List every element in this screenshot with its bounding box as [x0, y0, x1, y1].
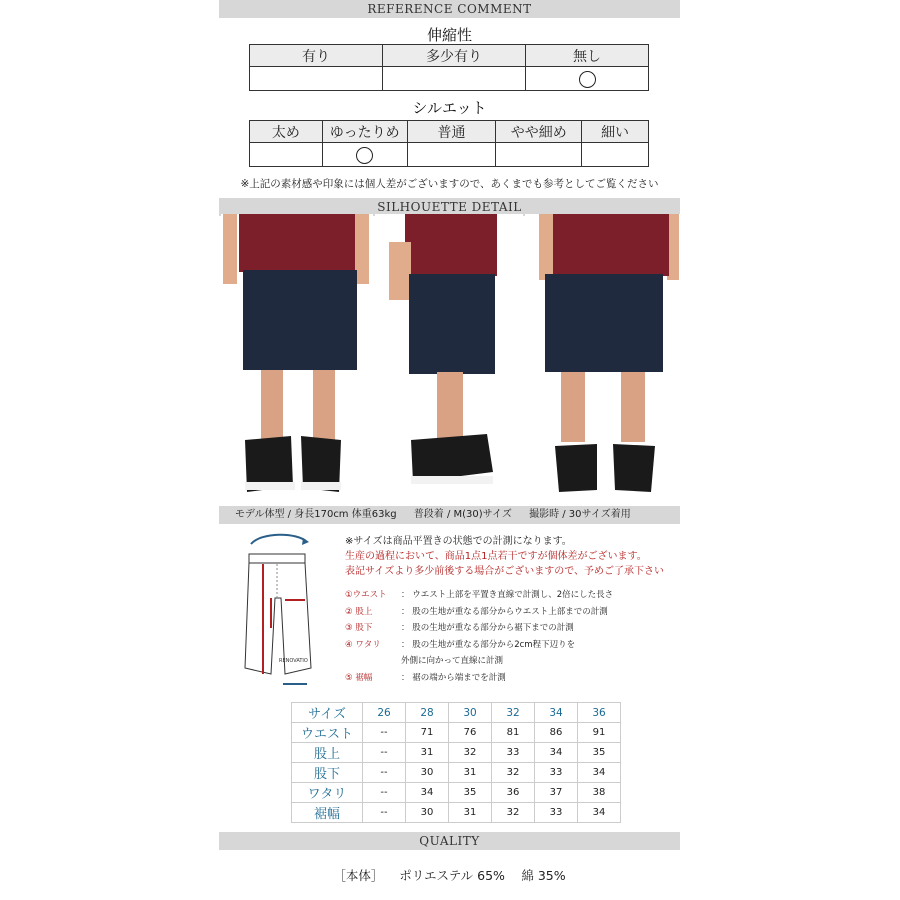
selected-circle-icon — [579, 71, 596, 88]
legend-hem: ⑤ 裾幅 ： 裾の端から端までを計測 — [345, 672, 506, 683]
legend-thigh-cont: 外側に向かって直線に計測 — [401, 656, 504, 666]
stretch-option-some: 多少有り — [383, 45, 526, 67]
table-cell: 86 — [535, 723, 578, 743]
table-cell: -- — [363, 803, 406, 823]
stretch-cell-some — [383, 67, 526, 91]
model-photo-back — [525, 214, 680, 502]
size-34: 34 — [535, 703, 578, 723]
size-30: 30 — [449, 703, 492, 723]
table-cell: -- — [363, 763, 406, 783]
silhouette-table — [249, 120, 649, 167]
table-cell: 91 — [578, 723, 621, 743]
table-cell: 33 — [535, 803, 578, 823]
table-cell: 34 — [578, 803, 621, 823]
table-cell: 34 — [406, 783, 449, 803]
silhouette-option-relaxed: ゆったりめ — [322, 121, 407, 143]
model-photo-side — [375, 214, 523, 502]
model-info-bar — [219, 506, 680, 524]
table-row — [292, 783, 621, 803]
table-cell: 31 — [449, 803, 492, 823]
stretch-title: 伸縮性 — [426, 26, 472, 44]
size-table — [291, 702, 621, 823]
silhouette-option-slim: やや細め — [496, 121, 582, 143]
model-size-text: 普段着 / M(30)サイズ — [413, 509, 512, 520]
table-cell: 71 — [406, 723, 449, 743]
stretch-cell-none — [526, 67, 649, 91]
model-photo-front — [221, 214, 373, 502]
size-note-2: 生産の過程において、商品1点1点若干ですが個体差がございます。 — [345, 551, 647, 562]
table-cell: 38 — [578, 783, 621, 803]
table-cell: 37 — [535, 783, 578, 803]
table-cell: 32 — [492, 803, 535, 823]
table-cell: 31 — [406, 743, 449, 763]
table-row — [292, 803, 621, 823]
table-cell: 32 — [492, 763, 535, 783]
size-26: 26 — [363, 703, 406, 723]
quality-header: QUALITY — [219, 832, 680, 850]
size-36: 36 — [578, 703, 621, 723]
silhouette-cell-slim — [496, 143, 582, 167]
legend-rise: ② 股上 ： 股の生地が重なる部分からウエスト上部までの計測 — [345, 606, 608, 617]
table-cell: 34 — [535, 743, 578, 763]
silhouette-option-narrow: 細い — [582, 121, 649, 143]
table-cell: 34 — [578, 763, 621, 783]
stretch-table — [249, 44, 649, 91]
silhouette-cell-relaxed — [322, 143, 407, 167]
legend-waist: ①ウエスト ： ウエスト上部を平置き直線で計測し、2倍にした長さ — [345, 590, 614, 600]
table-cell: 31 — [449, 763, 492, 783]
size-note-1: ※サイズは商品平置きの状態での計測になります。 — [345, 536, 572, 547]
size-note-3: 表記サイズより多少前後する場合がございますので、予めご了承下さい — [345, 566, 664, 577]
table-cell: 30 — [406, 803, 449, 823]
size-header-label: サイズ — [292, 703, 363, 723]
material-value: ポリエステル 65% 綿 35% — [399, 868, 566, 883]
silhouette-option-regular: 普通 — [407, 121, 496, 143]
table-cell: 33 — [492, 743, 535, 763]
shorts-measurement-diagram — [241, 528, 319, 694]
stretch-option-none: 無し — [526, 45, 649, 67]
legend-thigh: ④ ワタリ ： 股の生地が重なる部分から2cm程下辺りを — [345, 639, 576, 650]
stretch-cell-yes — [250, 67, 383, 91]
material-composition — [219, 866, 680, 884]
size-32: 32 — [492, 703, 535, 723]
silhouette-detail-header: SILHOUETTE DETAIL — [219, 198, 680, 216]
table-cell: -- — [363, 743, 406, 763]
silhouette-cell-narrow — [582, 143, 649, 167]
silhouette-option-wide: 太め — [250, 121, 323, 143]
table-cell: 33 — [535, 763, 578, 783]
row-label-inseam: 股下 — [292, 763, 363, 783]
row-label-hem: 裾幅 — [292, 803, 363, 823]
table-cell: 35 — [449, 783, 492, 803]
stretch-option-yes: 有り — [250, 45, 383, 67]
table-cell: 30 — [406, 763, 449, 783]
size-28: 28 — [406, 703, 449, 723]
table-row — [292, 763, 621, 783]
table-cell: -- — [363, 783, 406, 803]
material-label: ［本体］ — [333, 868, 384, 883]
table-cell: 36 — [492, 783, 535, 803]
size-notes-block — [345, 534, 685, 686]
brand-tag-label: RENOVATIO — [279, 658, 308, 664]
table-row — [292, 743, 621, 763]
table-cell: 32 — [449, 743, 492, 763]
table-cell: 76 — [449, 723, 492, 743]
legend-inseam: ③ 股下 ： 股の生地が重なる部分から裾下までの計測 — [345, 623, 574, 633]
selected-circle-icon — [356, 147, 373, 164]
table-row — [292, 723, 621, 743]
model-body-text: モデル体型 / 身長170cm 体重63kg — [235, 509, 397, 520]
reference-comment-header: REFERENCE COMMENT — [219, 0, 680, 18]
table-cell: -- — [363, 723, 406, 743]
row-label-rise: 股上 — [292, 743, 363, 763]
table-cell: 81 — [492, 723, 535, 743]
row-label-waist: ウエスト — [292, 723, 363, 743]
disclaimer-text: ※上記の素材感や印象には個人差がございますので、あくまでも参考としてご覧ください — [240, 178, 659, 190]
row-label-thigh: ワタリ — [292, 783, 363, 803]
silhouette-title: シルエット — [412, 99, 487, 117]
table-cell: 35 — [578, 743, 621, 763]
silhouette-cell-wide — [250, 143, 323, 167]
model-shoot-text: 撮影時 / 30サイズ着用 — [529, 509, 631, 520]
silhouette-cell-regular — [407, 143, 496, 167]
